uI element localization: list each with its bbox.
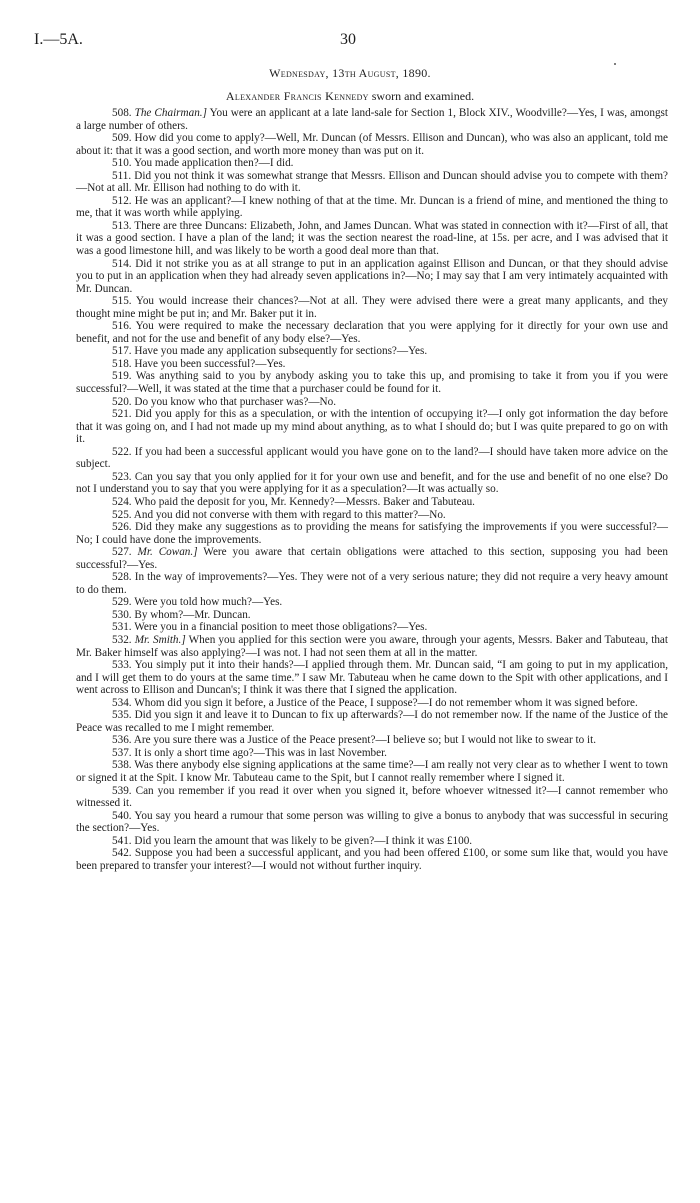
question-answer-text: Did you sign it and leave it to Duncan to fix up afterwards?—I do not remember now. If the name of the Justice of the Peace was recalled to me I might remember. [76, 709, 669, 734]
question-number: 531. [112, 621, 135, 634]
evidence-paragraph [76, 471, 668, 496]
question-number: 508. [112, 107, 135, 119]
evidence-paragraph [76, 320, 668, 345]
question-number: 510. [112, 157, 134, 170]
question-number: 509. [112, 132, 135, 145]
question-number: 517. [112, 345, 135, 358]
question-answer-text: How did you come to apply?—Well, Mr. Duncan (of Messrs. Ellison and Duncan), who was also an applicant, told me about it: that it was a good section, and worth more money than was put on it. [76, 132, 668, 157]
question-answer-text: When you applied for this section were you aware, through your agents, Messrs. Baker and Tabuteau, that Mr. Baker himself was also applying?—I was not. I had not seen them at all in the matter. [76, 633, 669, 659]
question-answer-text: Were you told how much?—Yes. [134, 596, 283, 609]
question-number: 528. [112, 571, 135, 584]
evidence-paragraph [76, 847, 668, 872]
paper-reference: I.—5A. [34, 31, 83, 48]
question-answer-text: You simply put it into their hands?—I applied through them. Mr. Duncan said, “I am going to put in my application, and I will get them to do yours at the same time.” I saw Mr. Tabuteau when he came down to the Spit with other applications, and I went across to Ellison and Duncan's; I think it was there that I signed the application. [76, 659, 668, 697]
question-answer-text: Whom did you sign it before, a Justice of the Peace, I suppose?—I do not remember whom it was signed before. [134, 696, 638, 709]
question-answer-text: Was there anybody else signing applications at the same time?—I am really not very clear as to whether I went to town or signed it at the Spit. I know Mr. Tabuteau came to the Spit, but I cannot really remember where I signed it. [76, 759, 668, 784]
evidence-paragraph [76, 835, 668, 848]
question-number: 525. [112, 508, 134, 521]
question-answer-text: It is only a short time ago?—This was in last November. [134, 746, 387, 759]
evidence-paragraph [76, 571, 668, 596]
evidence-paragraph [76, 546, 668, 571]
question-answer-text: Have you been successful?—Yes. [134, 357, 286, 370]
question-number: 538. [112, 759, 135, 772]
question-answer-text: Were you aware that certain obligations were attached to this section, supposing you had been successful?—Yes. [76, 546, 668, 571]
evidence-paragraph [76, 220, 668, 258]
witness-line [0, 89, 700, 104]
question-answer-text: Suppose you had been a successful applicant, and you had been offered £100, or some sum like that, would you have been prepared to transfer your interest?—I would not without further inquiry. [76, 847, 668, 872]
evidence-paragraph [76, 195, 668, 220]
examiner-name: Mr. Cowan.] [137, 546, 198, 559]
examiner-name: The Chairman.] [134, 107, 207, 119]
question-number: 520. [112, 395, 135, 408]
question-number: 539. [112, 784, 136, 797]
question-number: 530. [112, 608, 135, 621]
question-answer-text: Did you apply for this as a speculation, or with the intention of occupying it?—I only got information the day before that it was going on, and I had not made up my mind about anything, as to what I should do; but I was quite prepared to go on with it. [76, 408, 669, 446]
question-answer-text: Did they make any suggestions as to providing the means for satisfying the improvements if you were successful?—No; I could have done the improvements. [76, 521, 668, 546]
evidence-paragraph [76, 747, 668, 760]
evidence-paragraph [76, 709, 668, 734]
question-answer-text: And you did not converse with them with regard to this matter?—No. [133, 508, 446, 521]
question-number: 514. [112, 257, 136, 270]
question-answer-text: You were required to make the necessary declaration that you were applying for it directly for your own use and benefit, and not for the use and benefit of any body else?—Yes. [76, 320, 668, 345]
evidence-paragraph [76, 509, 668, 522]
question-number: 524. [112, 495, 135, 508]
question-number: 537. [112, 746, 135, 759]
question-number: 541. [112, 834, 135, 847]
question-answer-text: He was an applicant?—I knew nothing of that at the time. Mr. Duncan is a friend of mine, and mentioned the thing to me, that it was worth while applying. [76, 194, 668, 220]
question-number: 521. [112, 408, 135, 421]
question-answer-text: By whom?—Mr. Duncan. [134, 608, 251, 621]
evidence-paragraph [76, 295, 668, 320]
evidence-paragraph [76, 107, 668, 132]
question-answer-text: Who paid the deposit for you, Mr. Kennedy?—Messrs. Baker and Tabuteau. [134, 495, 475, 508]
witness-status: sworn and examined. [368, 89, 475, 103]
evidence-paragraph [76, 358, 668, 371]
question-number: 529. [112, 596, 135, 609]
evidence-paragraph [76, 759, 668, 784]
question-answer-text: You would increase their chances?—Not at all. They were advised there were a great many applicants, and they thought mine might be put in; and Mr. Baker put it in. [76, 295, 668, 320]
question-answer-text: Did it not strike you as at all strange to put in an application against Ellison and Duncan, or that they should advise you to put in an application when they had already seven applications in?—No; I may say that I am very intimately acquainted with Mr. Duncan. [76, 257, 668, 295]
examiner-name: Mr. Smith.] [134, 633, 186, 646]
evidence-paragraph [76, 258, 668, 296]
question-number: 518. [112, 357, 135, 370]
evidence-paragraph [76, 659, 668, 697]
question-number: 533. [112, 659, 135, 672]
page-number: 30 [340, 31, 356, 48]
evidence-paragraph [76, 609, 668, 622]
question-number: 536. [112, 734, 134, 747]
evidence-paragraph [76, 157, 668, 170]
question-answer-text: Was anything said to you by anybody asking you to take this up, and promising to take it from you if you were successful?—Well, it was stated at the time that a purchaser could be found for it. [76, 370, 668, 396]
evidence-body [76, 107, 668, 872]
question-number: 512. [112, 194, 135, 207]
question-answer-text: Were you in a financial position to meet those obligations?—Yes. [134, 621, 428, 634]
question-number: 526. [112, 521, 136, 534]
evidence-paragraph [76, 496, 668, 509]
question-answer-text: In the way of improvements?—Yes. They were not of a very serious nature; they did not require a very heavy amount to do them. [76, 571, 668, 596]
question-answer-text: You say you heard a rumour that some person was willing to give a bonus to anybody that was successful in securing the section?—Yes. [76, 809, 668, 835]
evidence-paragraph [76, 446, 668, 471]
evidence-paragraph [76, 370, 668, 395]
question-number: 540. [112, 809, 135, 822]
question-number: 532. [112, 633, 135, 646]
evidence-paragraph [76, 634, 668, 659]
question-answer-text: If you had been a successful applicant would you have gone on to the land?—I should have taken more advice on the subject. [76, 445, 668, 471]
question-answer-text: Did you learn the amount that was likely to be given?—I think it was £100. [134, 834, 473, 847]
question-answer-text: There are three Duncans: Elizabeth, John, and James Duncan. What was stated in connection with it?—First of all, that it was a good section. I have a plan of the land; it was the section nearest the road-line, at 15s. per acre, and I was advised that it was a good limestone hill, and was likely to be worth a good deal more than that. [76, 219, 668, 258]
question-number: 534. [112, 696, 135, 709]
evidence-paragraph [76, 521, 668, 546]
question-number: 519. [112, 370, 136, 383]
evidence-paragraph [76, 170, 668, 195]
question-answer-text: Are you sure there was a Justice of the Peace present?—I believe so; but I would not like to swear to it. [133, 734, 597, 747]
question-answer-text: Did you not think it was somewhat strange that Messrs. Ellison and Duncan should advise you to compete with them?—Not at all. Mr. Ellison had nothing to do with it. [76, 169, 668, 195]
question-number: 516. [112, 320, 136, 333]
question-number: 535. [112, 709, 135, 722]
evidence-paragraph [76, 697, 668, 710]
question-answer-text: Can you say that you only applied for it for your own use and benefit, and for the use and benefit of no one else? Do not I understand you to say that you were applying for it as a speculation?—It was actually so. [76, 470, 668, 496]
question-number: 515. [112, 295, 136, 308]
question-number: 523. [112, 470, 135, 483]
question-number: 513. [112, 219, 135, 232]
question-answer-text: Can you remember if you read it over when you signed it, before whoever witnessed it?—I cannot remember who witnessed it. [76, 784, 669, 810]
evidence-paragraph [76, 132, 668, 157]
evidence-paragraph [76, 408, 668, 446]
question-number: 527. [112, 546, 138, 559]
evidence-paragraph [76, 396, 668, 409]
speck-mark [614, 63, 616, 65]
question-answer-text: Do you know who that purchaser was?—No. [134, 395, 337, 408]
evidence-paragraph [76, 785, 668, 810]
question-answer-text: Have you made any application subsequently for sections?—Yes. [134, 345, 428, 358]
evidence-paragraph [76, 621, 668, 634]
sitting-date: Wednesday, 13th August, 1890. [269, 66, 431, 80]
question-answer-text: You were an applicant at a late land-sale for Section 1, Block XIV., Woodville?—Yes, I was, amongst a large number of others. [76, 107, 668, 132]
evidence-paragraph [76, 810, 668, 835]
witness-name: Alexander Francis Kennedy [225, 89, 369, 103]
question-number: 542. [112, 847, 135, 860]
evidence-paragraph [76, 734, 668, 747]
question-number: 522. [112, 445, 135, 458]
question-number: 511. [112, 169, 135, 182]
question-answer-text: You made application then?—I did. [133, 157, 294, 170]
evidence-paragraph [76, 596, 668, 609]
evidence-paragraph [76, 345, 668, 358]
